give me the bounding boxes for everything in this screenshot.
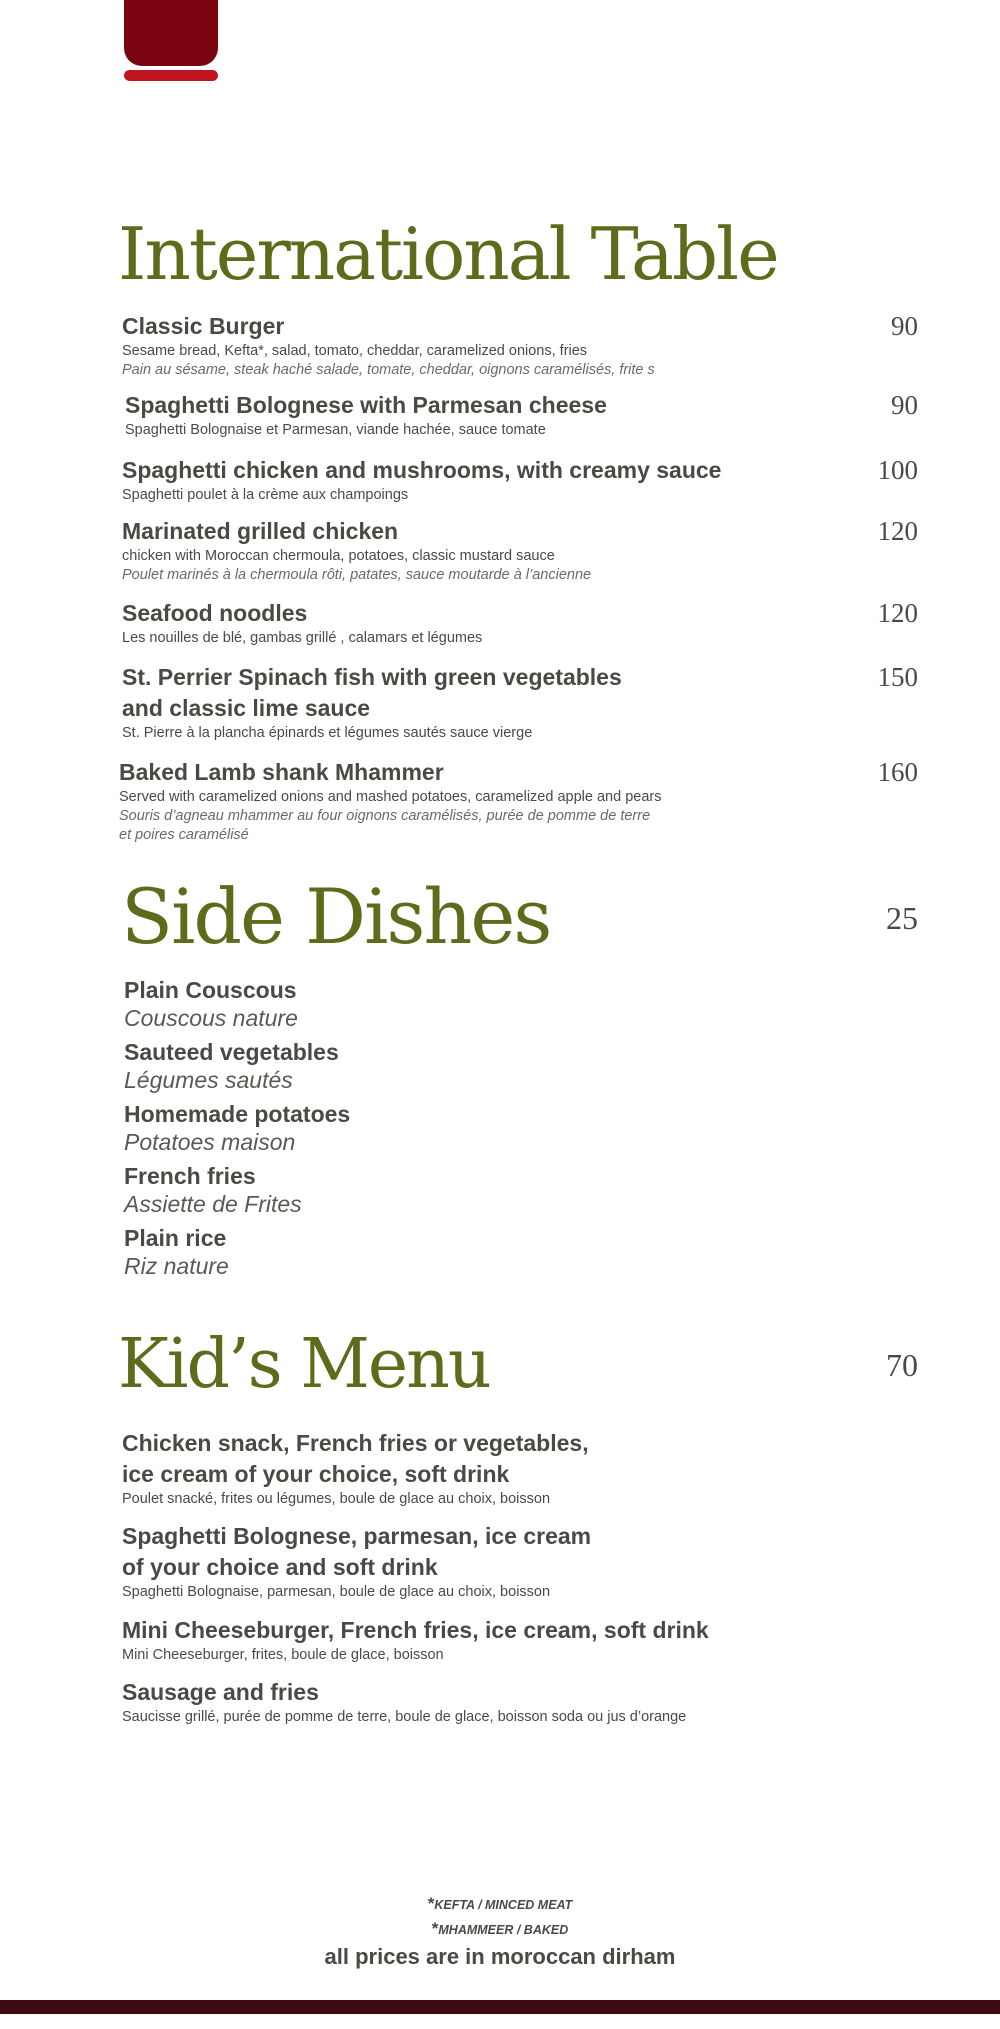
currency-note: all prices are in moroccan dirham bbox=[324, 1944, 676, 1969]
item-description: Sesame bread, Kefta*, salad, tomato, cheddar, caramelized onions, fries bbox=[122, 343, 588, 359]
logo-cup-shape bbox=[124, 0, 218, 66]
section-title-kids-menu: Kid’s Menu bbox=[118, 1325, 490, 1404]
item-description: Mini Cheeseburger, frites, boule de glace, boisson bbox=[122, 1647, 444, 1663]
menu-item-st-perrier-fish bbox=[122, 662, 772, 743]
footnotes bbox=[0, 1892, 1000, 1942]
side-item-vegetables bbox=[124, 1038, 339, 1094]
footnote-text: MHAMMEER / BAKED bbox=[438, 1923, 569, 1937]
item-price: 120 bbox=[877, 598, 918, 628]
side-name: Sauteed vegetables bbox=[124, 1039, 339, 1065]
item-price: 100 bbox=[877, 455, 918, 485]
item-name-line-2: ice cream of your choice, soft drink bbox=[122, 1461, 510, 1487]
side-name-fr: Couscous nature bbox=[124, 1005, 298, 1031]
side-name: French fries bbox=[124, 1163, 256, 1189]
item-price: 150 bbox=[877, 662, 918, 692]
bottom-divider bbox=[0, 2000, 1000, 2014]
item-description-fr: Pain au sésame, steak haché salade, tomate, cheddar, oignons caramélisés, frite s bbox=[122, 362, 655, 378]
side-name: Plain rice bbox=[124, 1225, 227, 1251]
side-item-rice bbox=[124, 1224, 229, 1280]
side-name: Plain Couscous bbox=[124, 977, 297, 1003]
section-title-international: International Table bbox=[118, 212, 778, 296]
menu-item-classic-burger bbox=[122, 311, 772, 380]
footnote-text: KEFTA / MINCED MEAT bbox=[434, 1898, 573, 1912]
item-name: Spaghetti Bolognese with Parmesan cheese bbox=[125, 392, 607, 418]
menu-item-lamb-shank bbox=[119, 757, 769, 845]
logo-bar-shape bbox=[124, 70, 218, 81]
menu-item-spaghetti-chicken bbox=[122, 455, 772, 505]
menu-item-grilled-chicken bbox=[122, 516, 772, 585]
side-name-fr: Potatoes maison bbox=[124, 1129, 296, 1155]
item-description-fr: Poulet marinés à la chermoula rôti, patates, sauce moutarde à l’ancienne bbox=[122, 567, 592, 583]
item-name: Mini Cheeseburger, French fries, ice cream, soft drink bbox=[122, 1617, 709, 1643]
item-description: Spaghetti Bolognaise et Parmesan, viande hachée, sauce tomate bbox=[125, 422, 546, 438]
menu-item-seafood-noodles bbox=[122, 598, 772, 648]
item-description: Served with caramelized onions and mashed potatoes, caramelized apple and pears bbox=[119, 789, 662, 805]
kids-item-sausage-fries bbox=[122, 1677, 882, 1727]
section-price-side-dishes: 25 bbox=[886, 900, 918, 936]
item-name: Seafood noodles bbox=[122, 600, 308, 626]
item-description: chicken with Moroccan chermoula, potatoes, classic mustard sauce bbox=[122, 548, 555, 564]
item-price: 120 bbox=[877, 516, 918, 546]
side-item-potatoes bbox=[124, 1100, 350, 1156]
item-name-line-2: of your choice and soft drink bbox=[122, 1554, 438, 1580]
kids-item-spaghetti bbox=[122, 1521, 772, 1602]
item-description: Spaghetti Bolognaise, parmesan, boule de glace au choix, boisson bbox=[122, 1584, 551, 1600]
footnote-star: * bbox=[431, 1919, 439, 1938]
side-item-fries bbox=[124, 1162, 302, 1218]
item-description: St. Pierre à la plancha épinards et légumes sautés sauce vierge bbox=[122, 725, 533, 741]
side-item-couscous bbox=[124, 976, 298, 1032]
item-price: 90 bbox=[891, 390, 918, 420]
item-name-line-2: and classic lime sauce bbox=[122, 695, 371, 721]
footnote-star: * bbox=[427, 1894, 435, 1913]
section-price-kids-menu: 70 bbox=[886, 1347, 918, 1383]
item-name: Baked Lamb shank Mhammer bbox=[119, 759, 444, 785]
item-description: Poulet snacké, frites ou légumes, boule de glace au choix, boisson bbox=[122, 1491, 551, 1507]
side-name-fr: Riz nature bbox=[124, 1253, 229, 1279]
section-title-side-dishes: Side Dishes bbox=[121, 872, 551, 961]
item-price: 90 bbox=[891, 311, 918, 341]
item-name: Spaghetti chicken and mushrooms, with creamy sauce bbox=[122, 457, 722, 483]
item-name-line-1: Spaghetti Bolognese, parmesan, ice cream bbox=[122, 1523, 592, 1549]
item-price: 160 bbox=[877, 757, 918, 787]
side-name: Homemade potatoes bbox=[124, 1101, 351, 1127]
kids-item-mini-cheeseburger bbox=[122, 1615, 772, 1665]
item-name: Marinated grilled chicken bbox=[122, 518, 399, 544]
item-name-line-1: Chicken snack, French fries or vegetables, bbox=[122, 1430, 589, 1456]
item-name-line-1: St. Perrier Spinach fish with green vegetables bbox=[122, 664, 622, 690]
item-description: Spaghetti poulet à la crème aux champoings bbox=[122, 487, 409, 503]
item-description-fr-line-2: et poires caramélisé bbox=[119, 827, 249, 843]
side-name-fr: Légumes sautés bbox=[124, 1067, 293, 1093]
item-name: Sausage and fries bbox=[122, 1679, 319, 1705]
item-name: Classic Burger bbox=[122, 313, 285, 339]
side-name-fr: Assiette de Frites bbox=[124, 1191, 302, 1217]
item-description: Saucisse grillé, purée de pomme de terre, boule de glace, boisson soda ou jus d’orange bbox=[122, 1709, 687, 1725]
footnote-mhammeer bbox=[0, 1917, 1000, 1942]
kids-item-chicken-snack bbox=[122, 1428, 772, 1509]
footnote-kefta bbox=[0, 1892, 1000, 1917]
menu-item-spaghetti-bolognese bbox=[125, 390, 775, 440]
item-description: Les nouilles de blé, gambas grillé , calamars et légumes bbox=[122, 630, 483, 646]
item-description-fr-line-1: Souris d’agneau mhammer au four oignons caramélisés, purée de pomme de terre bbox=[119, 808, 651, 824]
